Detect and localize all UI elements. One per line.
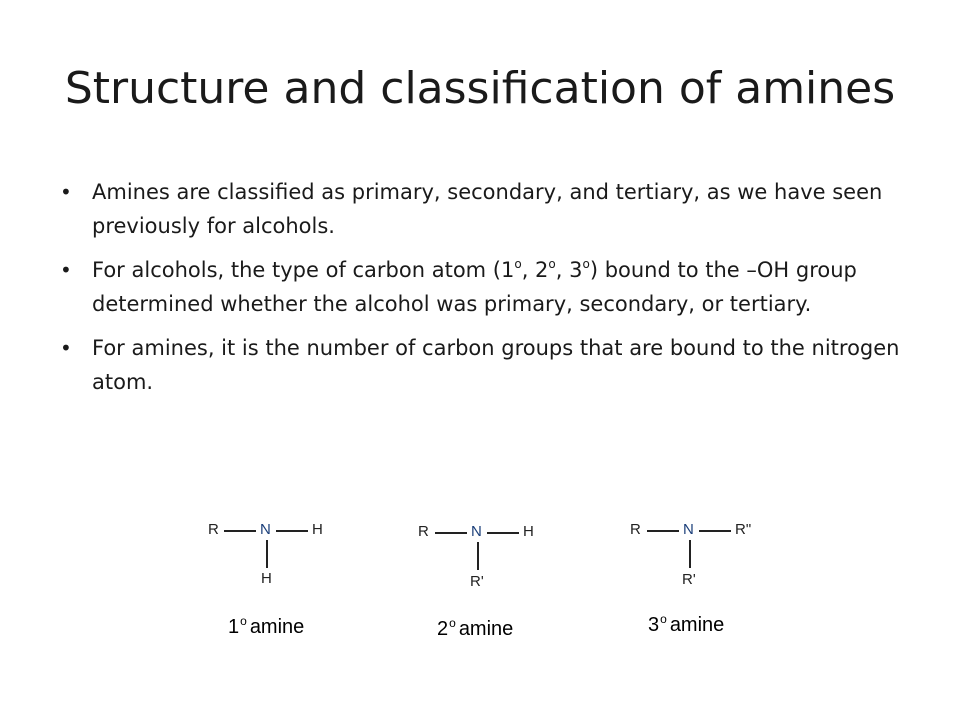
degree-sign: o (240, 614, 247, 628)
degree-sign: o (449, 616, 456, 630)
label-word: amine (249, 616, 305, 638)
bullet-text: For amines, it is the number of carbon groups that are bound to the nitrogen atom. (92, 336, 900, 394)
atom-bottom: R' (682, 571, 696, 588)
bond-down (477, 542, 479, 570)
bond-left (224, 530, 256, 532)
bullet-dot-icon: • (60, 258, 72, 282)
bond-right (487, 532, 519, 534)
label-number: 3 (648, 614, 660, 636)
bond-left (647, 530, 679, 532)
label-number: 2 (437, 618, 449, 640)
slide-title: Structure and classification of amines (64, 63, 896, 114)
atom-nitrogen: N (260, 521, 271, 538)
atom-right: H (523, 523, 534, 540)
atom-nitrogen: N (471, 523, 482, 540)
label-number: 1 (228, 616, 240, 638)
atom-bottom: H (261, 570, 272, 587)
bond-down (266, 540, 268, 568)
bond-right (699, 530, 731, 532)
atom-left: R (208, 521, 219, 538)
bullet-text: For alcohols, the type of carbon atom (1$^o$, 2$^o$, 3$^o$) bound to the –OH group determined whether the alcohol was primary, secondary, or tertiary. (92, 257, 857, 316)
primary-amine-label (228, 616, 304, 639)
atom-right: R" (735, 521, 752, 538)
atom-right: H (312, 521, 323, 538)
bullet-dot-icon: • (60, 180, 72, 204)
tertiary-amine-label (648, 614, 724, 637)
label-word: amine (458, 618, 514, 640)
bond-right (276, 530, 308, 532)
atom-left: R (418, 523, 429, 540)
atom-left: R (630, 521, 641, 538)
degree-sign: o (660, 612, 667, 626)
atom-bottom: R' (470, 573, 484, 590)
bond-down (689, 540, 691, 568)
label-word: amine (669, 614, 725, 636)
bullet-dot-icon: • (60, 336, 72, 360)
bond-left (435, 532, 467, 534)
atom-nitrogen: N (683, 521, 694, 538)
secondary-amine-label (437, 618, 513, 641)
bullet-text: Amines are classified as primary, secondary, and tertiary, as we have seen previously for alcohols. (92, 180, 883, 238)
